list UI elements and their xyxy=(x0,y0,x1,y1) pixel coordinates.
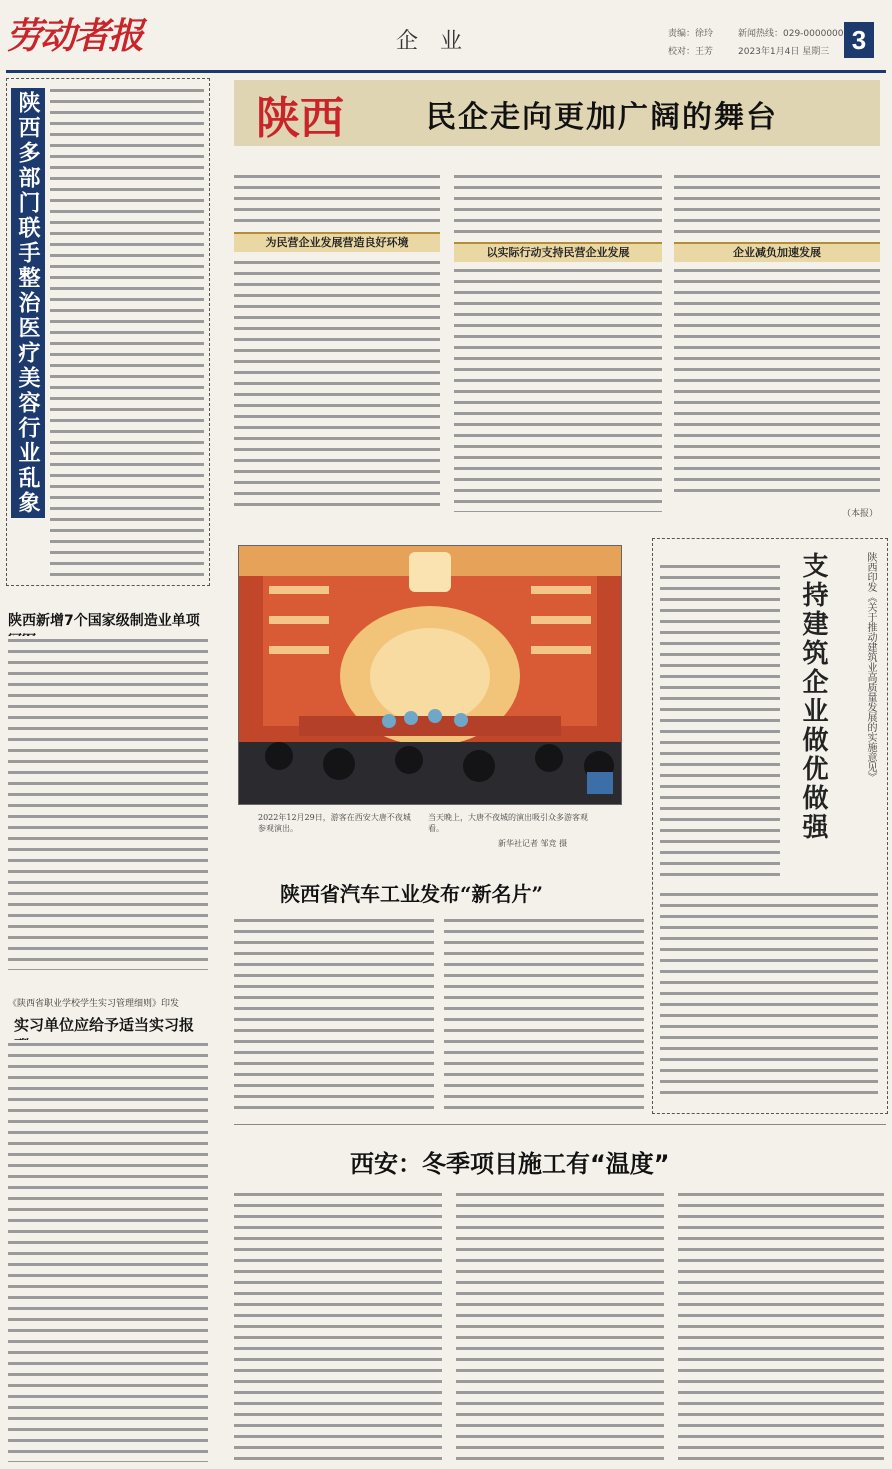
mid-article-title: 陕西省汽车工业发布“新名片” xyxy=(280,882,544,906)
right-article-col-2 xyxy=(660,890,878,1102)
lead-col-2-body xyxy=(454,266,662,512)
stage-illustration xyxy=(239,546,621,804)
left-article-2-title: 陕西新增7个国家级制造业单项 xyxy=(8,613,200,629)
bottom-article-col-3 xyxy=(678,1190,884,1462)
lead-title: 民企走向更加广阔的舞台 xyxy=(426,100,778,135)
lead-subhead-1: 为民营企业发展营造良好环境 xyxy=(234,232,440,252)
lead-col-1-top xyxy=(234,172,440,224)
left-article-3-kicker: 《陕西省职业学校学生实习管理细则》印发 xyxy=(8,999,180,1009)
lead-subhead-2: 以实际行动支持民营企业发展 xyxy=(454,242,662,262)
lead-col-1-body xyxy=(234,258,440,512)
bottom-article-col-1 xyxy=(234,1190,442,1462)
bottom-article-title: 西安：冬季项目施工有“温度” xyxy=(350,1150,670,1178)
left-article-2-body xyxy=(8,636,208,970)
bottom-divider xyxy=(234,1124,886,1125)
proof-credit: 校对：王芳 xyxy=(668,47,714,57)
lead-col-3-body xyxy=(674,266,880,500)
lead-col-3-top xyxy=(674,172,880,234)
lead-kicker: 陕西 xyxy=(256,93,344,144)
masthead-logo: 劳动者报 xyxy=(6,15,143,57)
contact-line: 新闻热线：029-0000000 xyxy=(738,29,844,39)
lead-col-2-top xyxy=(454,172,662,234)
issue-date: 2023年1月4日 星期三 xyxy=(738,47,830,57)
photo-caption-1: 2022年12月29日，游客在西安大唐不夜城参观演出。 xyxy=(258,813,411,833)
editor-credit: 责编：徐玲 xyxy=(668,29,714,39)
lead-end-note: （本报） xyxy=(842,509,879,519)
right-article-title: 支持建筑企业做优做强 xyxy=(798,552,828,842)
photo-caption-2: 当天晚上，大唐不夜城的演出吸引众多游客观看。 xyxy=(428,813,588,833)
left-article-3-title: 实习单位应给予适当实习报 xyxy=(14,1016,195,1034)
stage-photo xyxy=(238,545,622,805)
right-article-col-1 xyxy=(660,562,780,878)
mid-article-col-1 xyxy=(234,916,434,1110)
left-article-1-title: 陕西多部门联手整治医疗美容行业乱象 xyxy=(11,88,45,518)
lead-subhead-3: 企业减负加速发展 xyxy=(674,242,880,262)
bottom-article-col-2 xyxy=(456,1190,664,1462)
lead-banner xyxy=(234,80,880,146)
left-article-1-body xyxy=(50,86,204,580)
masthead-rule xyxy=(6,70,886,73)
page-number: 3 xyxy=(844,22,874,58)
right-article-kicker: 陕西印发《关于推动建筑业高质量发展的实施意见》 xyxy=(865,552,876,782)
photo-credit: 新华社记者 邹竞 摄 xyxy=(498,839,568,848)
mid-article-col-2 xyxy=(444,916,644,1110)
left-article-3-body xyxy=(8,1040,208,1462)
section-name: 企业 xyxy=(396,29,485,54)
